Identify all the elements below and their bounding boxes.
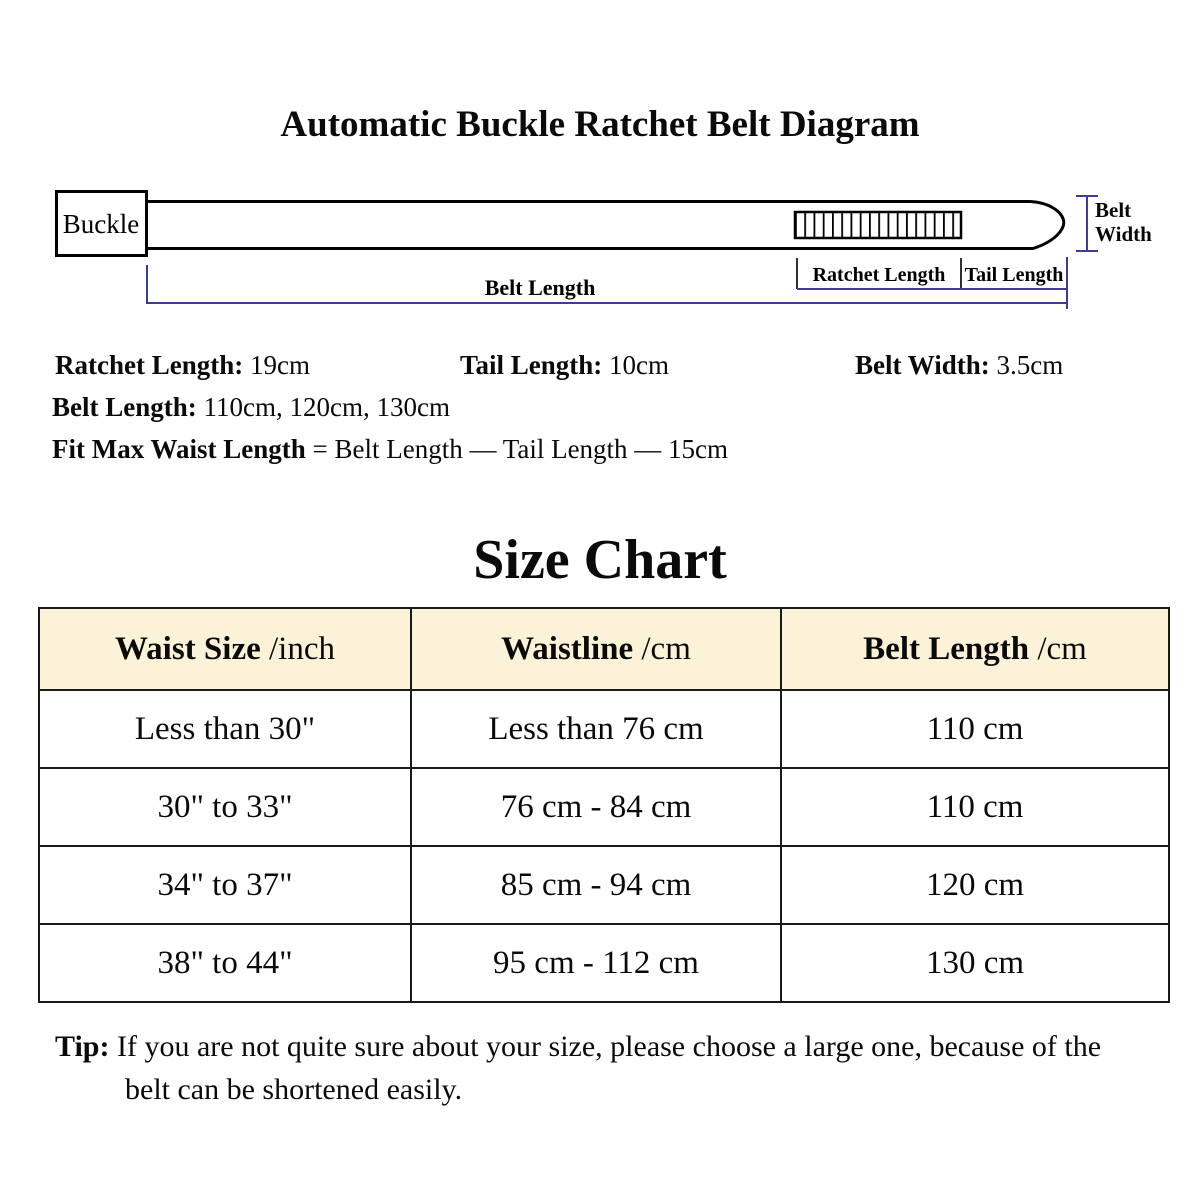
spec-ratchet-length-value: 19cm (249, 350, 310, 380)
table-cell-waist-size: 30" to 33" (39, 768, 411, 846)
ratchet-length-label: Ratchet Length (812, 264, 946, 286)
table-cell-belt-length: 120 cm (781, 846, 1169, 924)
spec-belt-width (855, 350, 1063, 381)
column-header-belt-length-unit: /cm (1037, 630, 1087, 667)
table-cell-waist-size: Less than 30" (39, 690, 411, 768)
table-cell-waistline: 76 cm - 84 cm (411, 768, 781, 846)
ratchet-teeth (795, 212, 961, 238)
table-cell-waistline: 85 cm - 94 cm (411, 846, 781, 924)
tip-text: If you are not quite sure about your size, please choose a large one, because of the belt can be shortened easily. (116, 1030, 1102, 1106)
table-cell-waistline: 95 cm - 112 cm (411, 924, 781, 1002)
size-chart-table (38, 607, 1170, 1003)
table-header-row (39, 608, 1169, 690)
page-title: Automatic Buckle Ratchet Belt Diagram (280, 104, 920, 145)
column-header-belt-length-name: Belt Length (863, 630, 1030, 667)
column-header-waist-size (39, 608, 411, 690)
spec-line-3 (52, 434, 1172, 474)
table-cell-waistline: Less than 76 cm (411, 690, 781, 768)
table-cell-belt-length: 110 cm (781, 768, 1169, 846)
column-header-waistline (411, 608, 781, 690)
column-header-waist-size-unit: /inch (269, 630, 335, 667)
spec-belt-length (52, 392, 450, 423)
column-header-waistline-unit: /cm (641, 630, 691, 667)
tail-length-label: Tail Length (964, 264, 1064, 286)
spec-ratchet-length (55, 350, 310, 381)
spec-line-2 (52, 392, 1172, 432)
spec-belt-width-label: Belt Width: (855, 350, 990, 380)
spec-fit-formula-label: Fit Max Waist Length (52, 434, 306, 464)
table-row (39, 846, 1169, 924)
size-chart-heading: Size Chart (473, 529, 727, 591)
belt-width-label: Belt Width (1095, 198, 1152, 247)
spec-tail-length (460, 350, 669, 381)
spec-belt-length-label: Belt Length: (52, 392, 197, 422)
buckle-label: Buckle (62, 209, 140, 239)
table-row (39, 768, 1169, 846)
table-cell-waist-size: 38" to 44" (39, 924, 411, 1002)
spec-tail-length-value: 10cm (609, 350, 670, 380)
tip-label: Tip: (55, 1030, 110, 1063)
spec-line-1 (55, 350, 1175, 390)
table-row (39, 690, 1169, 768)
spec-ratchet-length-label: Ratchet Length: (55, 350, 244, 380)
spec-fit-formula-value: = Belt Length — Tail Length — 15cm (312, 434, 729, 464)
column-header-belt-length (781, 608, 1169, 690)
table-cell-belt-length: 110 cm (781, 690, 1169, 768)
spec-belt-width-value: 3.5cm (996, 350, 1064, 380)
spec-belt-length-value: 110cm, 120cm, 130cm (203, 392, 450, 422)
belt-diagram (0, 185, 1200, 317)
column-header-waistline-name: Waistline (501, 630, 634, 667)
table-row (39, 924, 1169, 1002)
column-header-waist-size-name: Waist Size (115, 630, 261, 667)
spec-tail-length-label: Tail Length: (460, 350, 603, 380)
tip-note (55, 1026, 1147, 1111)
table-cell-waist-size: 34" to 37" (39, 846, 411, 924)
belt-length-label: Belt Length (484, 275, 596, 300)
table-cell-belt-length: 130 cm (781, 924, 1169, 1002)
spec-fit-formula (52, 434, 728, 465)
